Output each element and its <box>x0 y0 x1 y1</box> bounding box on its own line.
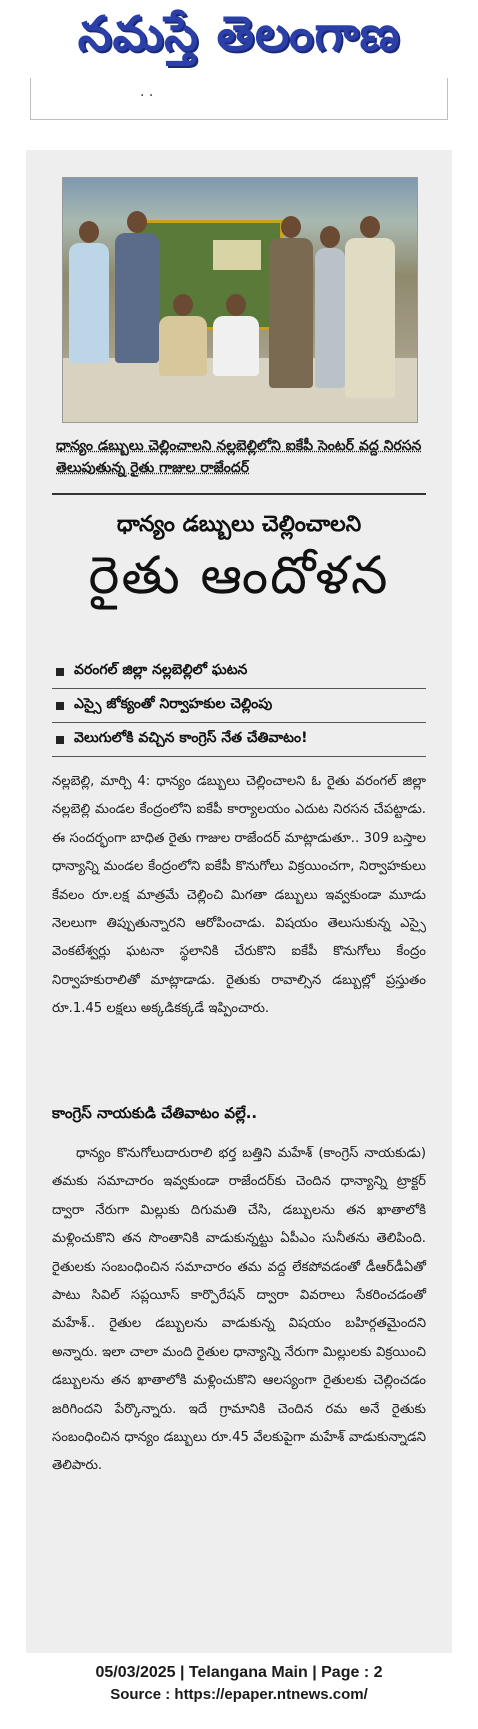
footer-dateline: 05/03/2025 | Telangana Main | Page : 2 <box>95 1664 383 1681</box>
person-standing <box>345 238 395 398</box>
person-standing <box>269 238 313 388</box>
news-photo <box>62 177 418 423</box>
person-standing <box>69 243 109 363</box>
masthead <box>0 0 478 100</box>
article-paragraph: నల్లబెల్లి, మార్చి 4: ధాన్యం డబ్బులు చెల్లించాలని ఓ రైతు వరంగల్ జిల్లా నల్లబెల్లి మండల కేంద్రంలోని ఐకేపీ కార్యాలయం ఎదుట నిరసన చేపట్టాడు. ఈ సందర్భంగా బాధిత రైతు గాజుల రాజేందర్ మాట్లాడుతూ.. 309 బస్తాల ధాన్యాన్ని మండల కేంద్రంలోని ఐకేపీ కొనుగోలు విక్రయించగా, నిర్వాహకులు కేవలం రూ.లక్ష మాత్రమే చెల్లించి మిగతా డబ్బులు ఇవ్వకుండా మూడు నెలలుగా తిప్పుతున్నారని ఆరోపించాడు. విషయం తెలుసుకున్న ఎస్సై వెంకటేశ్వర్లు ఘటనా స్థలానికి చేరుకొని ఐకేపీ కొనుగోలు కేంద్రం నిర్వాహకురాలితో మాట్లాడాడు. రైతుకు రావాల్సిన డబ్బుల్లో ప్రస్తుతం రూ.1.45 లక్షలు అక్కడికక్కడే ఇప్పించారు. <box>52 774 426 1017</box>
page-footer <box>0 1662 478 1706</box>
highlight-item <box>52 689 426 723</box>
photo-caption: ధాన్యం డబ్బులు చెల్లించాలని నల్లబెల్లిలోని ఐకేపీ సెంటర్ వద్ద నిరసన తెలుపుతున్న రైతు గాజుల రాజేందర్ <box>56 438 422 476</box>
highlight-text: వరంగల్ జిల్లా నల్లబెల్లిలో ఘటన <box>74 662 248 678</box>
article-panel <box>26 150 452 1653</box>
bullet-icon <box>56 702 64 710</box>
masthead-title: నమస్తే తెలంగాణ <box>77 6 401 62</box>
article-subhead: కాంగ్రెస్ నాయకుడి చేతివాటం వల్లే.. <box>52 1104 258 1122</box>
highlight-item <box>52 655 426 689</box>
person-seated <box>213 316 259 376</box>
highlight-text: వెలుగులోకి వచ్చిన కాంగ్రెస్ నేత చేతివాటం! <box>74 730 308 746</box>
bullet-icon <box>56 736 64 744</box>
footer-source: Source : https://epaper.ntnews.com/ <box>110 1686 368 1703</box>
caption-divider <box>52 493 426 495</box>
article-paragraph: ధాన్యం కొనుగోలుదారురాలి భర్త బత్తిని మహేశ్ (కాంగ్రెస్ నాయకుడు) తమకు సమాచారం ఇవ్వకుండా రాజేందర్‌కు చెందిన ధాన్యాన్ని ట్రాక్టర్ ద్వారా నేరుగా మిల్లుకు దిగుమతి చేసి, డబ్బులను తన ఖాతాలోకి మళ్లించుకొని తన సొంతానికి వాడుకున్నట్టు ఏపీఎం సునీతను తెలిపింది. రైతులకు సంబంధించిన సమాచారం తమ వద్ద లేకపోవడంతో డీఆర్‌డీఏతో పాటు సివిల్ సప్లయీస్ కార్పొరేషన్ ద్వారా వివరాలు సేకరించడంతో మహేశ్.. రైతుల డబ్బులను వాడుకున్న విషయం బహిర్గతమైందని అన్నారు. ఇలా చాలా మంది రైతుల ధాన్యాన్ని నేరుగా మిల్లులకు విక్రయించి డబ్బులను తన ఖాతాలోకి మళ్లించుకొని ఆలస్యంగా రైతులకు చెల్లించడం జరిగిందని పేర్కొన్నారు. ఇదే గ్రామానికి చెందిన రమ అనే రైతుకు సంబంధించిన ధాన్యం డబ్బులు రూ.45 వేలకుపైగా మహేశ్ వాడుకున్నాడని తెలిపారు. <box>52 1146 426 1474</box>
person-seated <box>159 316 207 376</box>
bullet-icon <box>56 668 64 676</box>
masthead-frame <box>30 78 448 120</box>
trailer-sign <box>213 240 261 270</box>
person-standing <box>115 233 159 363</box>
masthead-dots: . . <box>140 84 154 100</box>
article-headline: రైతు ఆందోళన <box>88 546 390 606</box>
highlights-list <box>52 655 426 757</box>
highlight-text: ఎస్సై జోక్యంతో నిర్వాహకుల చెల్లింపు <box>74 696 273 712</box>
article-kicker: ధాన్యం డబ్బులు చెల్లించాలని <box>116 512 362 537</box>
person-standing <box>315 248 345 388</box>
highlight-item <box>52 723 426 757</box>
